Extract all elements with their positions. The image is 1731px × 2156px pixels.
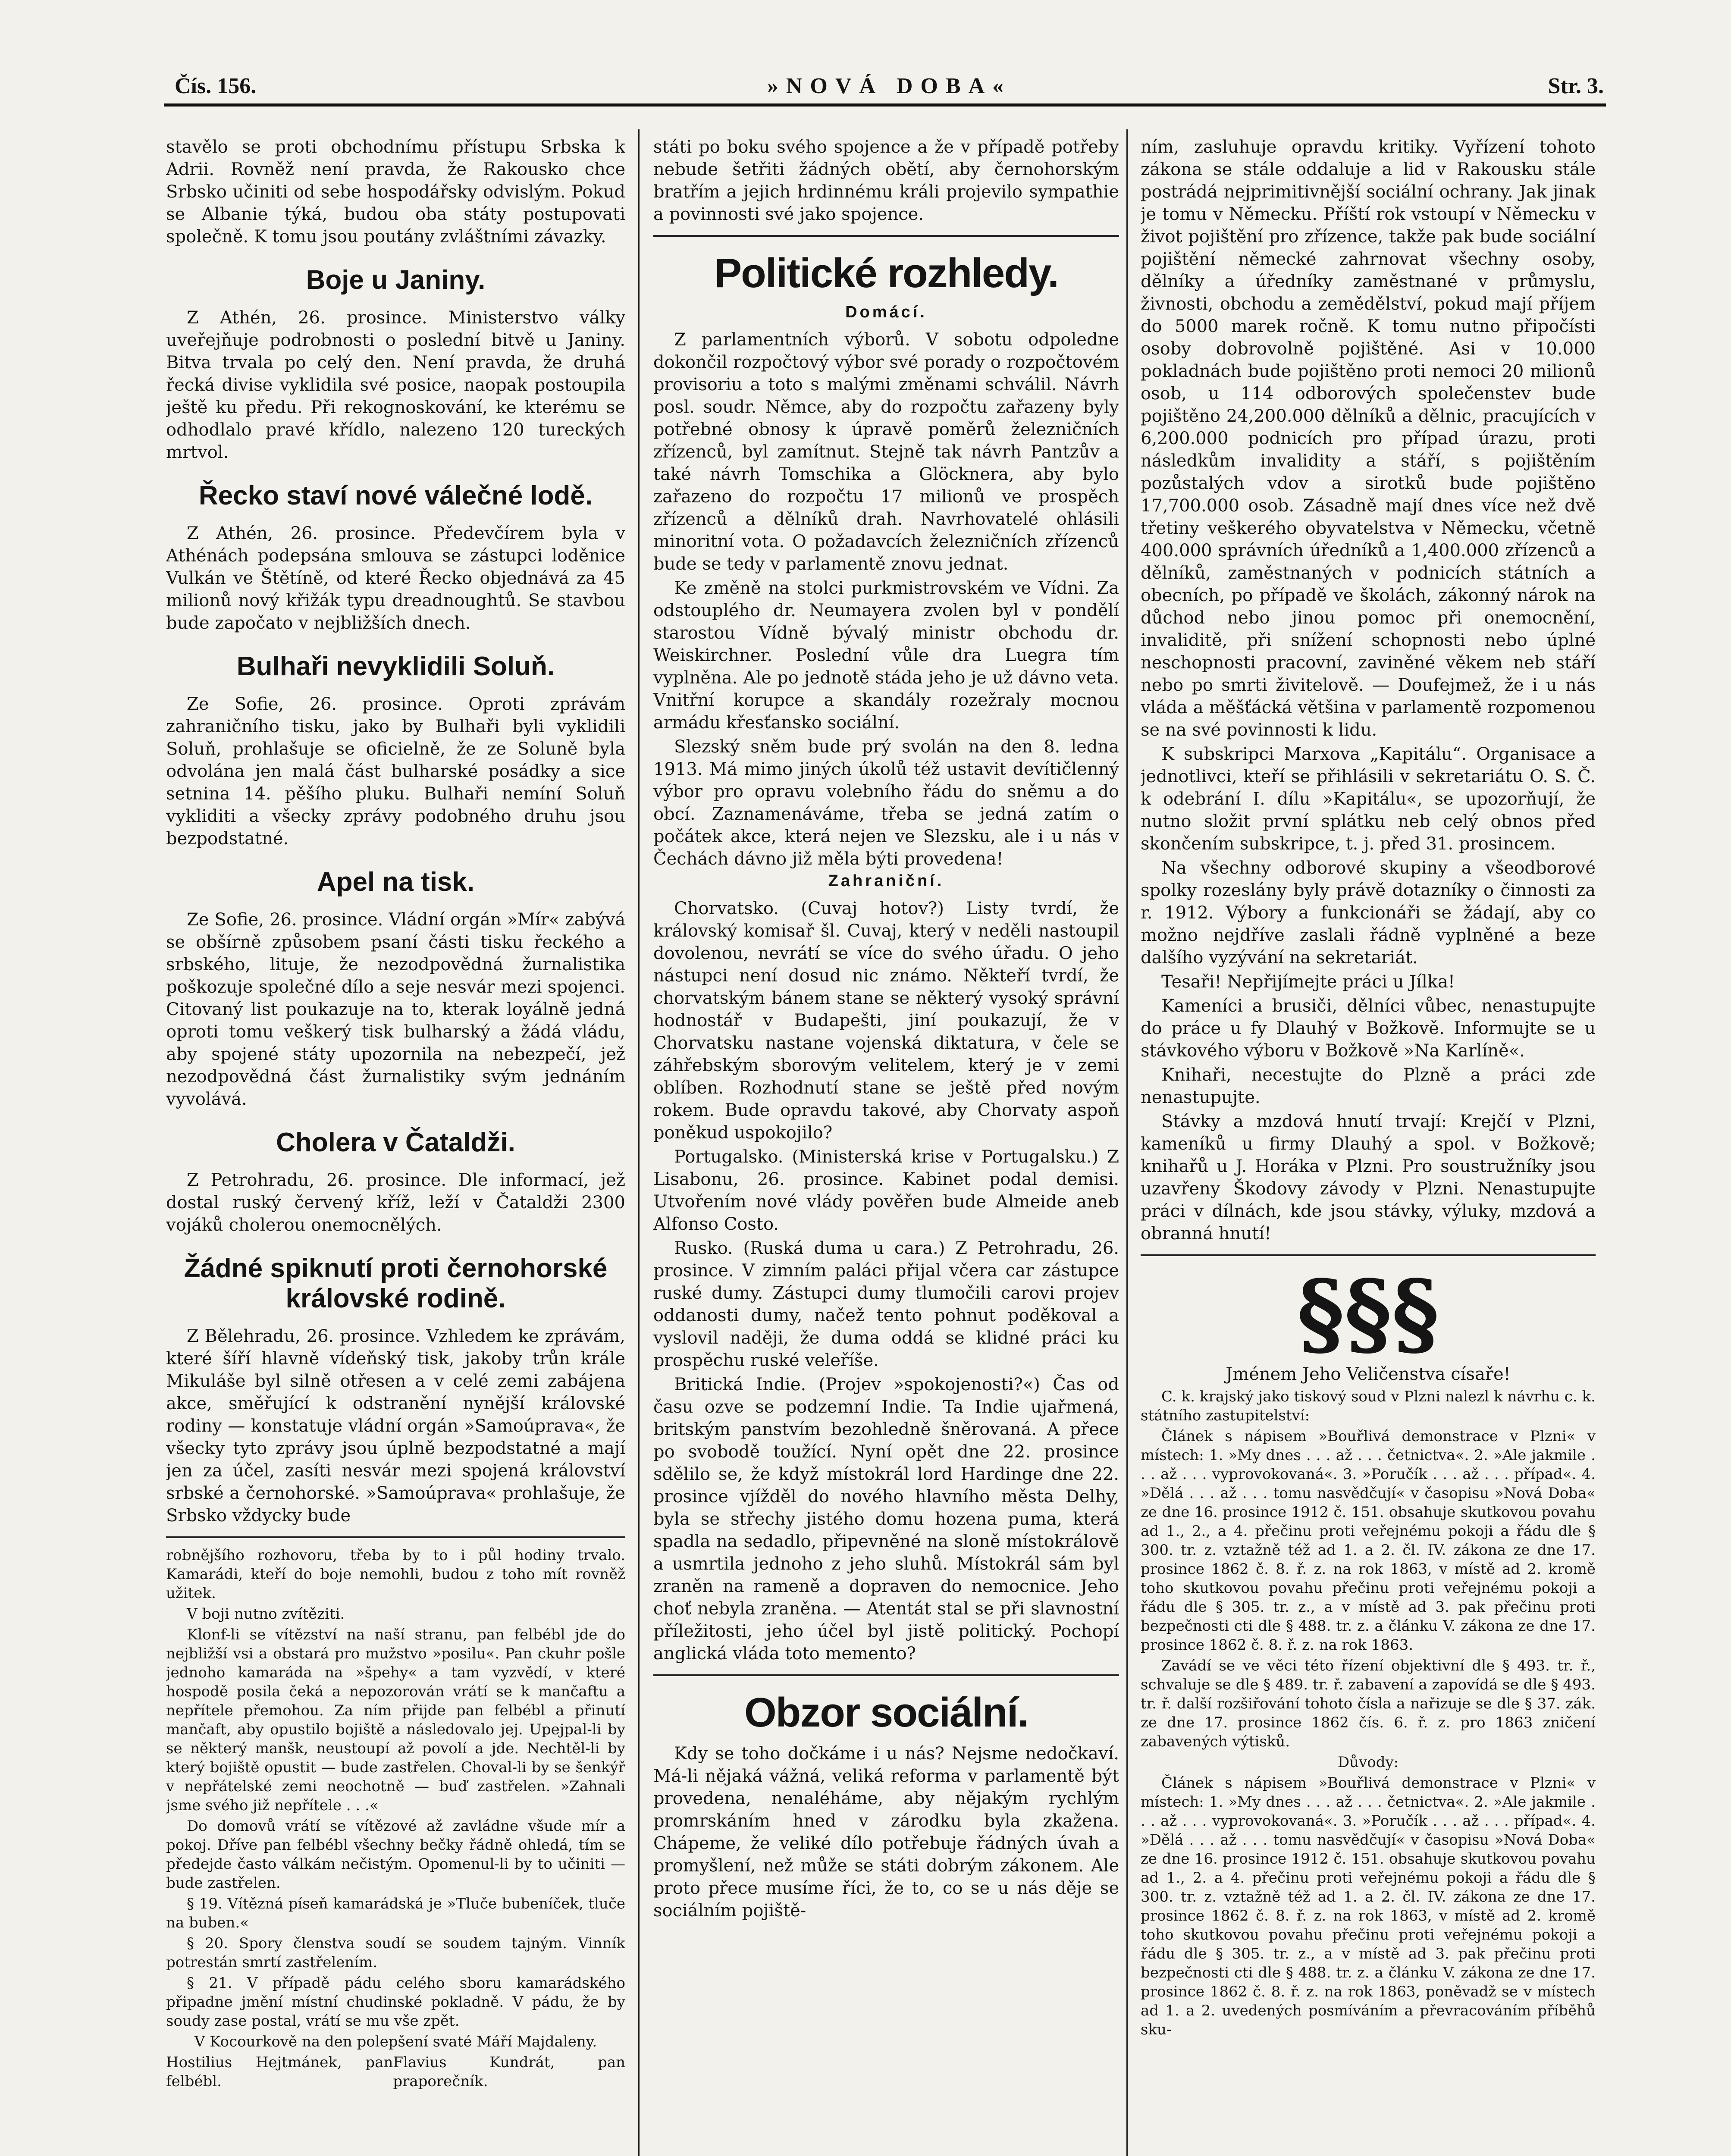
masthead-title: »NOVÁ DOBA« [767, 74, 1012, 98]
subsection-headline: Domácí. [845, 303, 927, 321]
article-text: státi po boku svého spojence a že v případě potřeby nebude šetřiti žádných obětí, aby černohorským bratřím a jejich hrdinnému králi projevilo sympathie a povinnosti své jako spojence. [653, 137, 1119, 224]
article-headline: Řecko staví nové válečné lodě. [198, 481, 593, 511]
feuilleton-text: robnějšího rozhovoru, třeba by to i půl hodiny trvalo. Kamarádi, kteří do boje nemohli, budou z toho mít rovněž užitek. [166, 1547, 625, 1602]
signature-left: Hostilius Hejtmánek, pan felbébl. [166, 2054, 393, 2090]
article-text: Z Athén, 26. prosince. Předevčírem byla v Athénách podepsána smlouva se zástupci loděnice Vulkán ve Štětíně, od které Řecko objednává za 45 milionů nový křižák typu dreadnoughtů. Se stavbou bude započato v nejbližších dnech. [166, 523, 625, 633]
article-text: Kameníci a brusiči, dělníci vůbec, nenastupujte do práce u fy Dlauhý v Božkově. Informujte se u stávkového výboru v Božkově »Na Karlíně«. [1141, 996, 1596, 1061]
article-text: Ze Sofie, 26. prosince. Oproti zprávám zahraničního tisku, jako by Bulhaři byli vyklidili Soluň, prohlašuje se oficielně, že ze Soluně byla odvolána jen malá část bulharské posádky a sice setnina 14. pěšího pluku. Bulhaři nemíní Soluň vykliditi a všecky zprávy podobného druhu jsou bezpodstatné. [166, 694, 625, 849]
section-headline: Obzor sociální. [744, 1689, 1029, 1736]
article-text: Kdy se toho dočkáme i u nás? Nejsme nedočkaví. Má-li nějaká vážná, veliká reforma v parlamentě být provedena, nenaléháme, aby nějakým rychlým promrskáním hned v zárodku byla zkažena. Chápeme, že veliké dílo potřebuje řádných úvah a promyšlení, než může se státi dobrým zákonem. Ale proto přece musíme říci, že to, co se u nás děje se sociálním pojiště- [653, 1744, 1119, 1921]
column-2 [653, 136, 1119, 2156]
court-text: C. k. krajský jako tiskový soud v Plzni nalezl k návrhu c. k. státního zastupitelství: [1141, 1388, 1596, 1424]
article-text: K subskripci Marxova „Kapitálu“. Organisace a jednotlivci, kteří se přihlásili v sekretariátu O. S. Č. k odebrání I. dílu »Kapitálu«, se upozorňují, že nutno složit první splátku neb celý obnos před skončením subskripce, t. j. před 31. prosincem. [1141, 744, 1596, 854]
article-text: Chorvatsko. (Cuvaj hotov?) Listy tvrdí, že královský komisař šl. Cuvaj, který v neděli nastoupil dovolenou, nevrátí se více do svého úřadu. O jeho nástupci není dosud nic známo. Někteří tvrdí, že chorvatským bánem stane se některý vysoký správní hodnostář v Budapešti, jiní poukazují, že v Chorvatsku nastane vojenská diktatura, v čele se záhřebským sborovým velitelem, který je v zemi oblíben. Rozhodnutí stane se ještě před novým rokem. Bude opravdu takové, aby Chorvaty aspoň poněkud uspokojilo? [653, 899, 1119, 1143]
signatures [166, 2053, 625, 2091]
feuilleton [166, 1546, 625, 2091]
article-text: Britická Indie. (Projev »spokojenosti?«) Čas od času ozve se podzemní Indie. Ta Indie ujařmená, britským panstvím bezohledně šněrovaná. A přece po svobodě toužící. Nyní opět dne 22. prosince sdělilo se, že když místokrál lord Hardinge dne 22. prosince vjížděl do nového hlavního města Delhy, byla se střechy jistého domu hozena puma, která spadla na sedadlo, připevněné na sloně místokrálově a usmrtila jednoho z jeho sluhů. Místokrál sám byl zraněn na rameně a dopraven do nemocnice. Jeho choť nebyla zraněna. — Atentát stal se při slavnostní příležitosti, jeho účel byl jistě politický. Pochopí anglická vláda toto memento? [653, 1375, 1119, 1664]
section-headline: Politické rozhledy. [714, 250, 1058, 296]
article-headline: Žádné spiknutí proti černohorské královské rodině. [184, 1253, 608, 1313]
subsection-headline: Zahraniční. [828, 872, 944, 890]
article-text: Ze Sofie, 26. prosince. Vládní orgán »Mír« zabývá se obšírně způsobem psaní části tisku řeckého a srbského, lituje, že nezodpovědná žurnalistika poškozuje společné dílo a seje nesvár mezi spojenci. Citovaný list poukazuje na to, kterak loyálně jedná oproti tomu veškerý tisk bulharský a žádá vládu, aby spojené státy upozornila na nebezpečí, jež nezodpovědná část žurnalistiky svým jednáním vyvolává. [166, 910, 625, 1109]
article-text: Z Petrohradu, 26. prosince. Dle informací, jež dostal ruský červený kříž, leží v Čataldži 2300 vojáků cholerou onemocnělých. [166, 1170, 625, 1235]
article-text: Tesaři! Nepřijímejte práci u Jílka! [1161, 972, 1455, 992]
paragraph-sign-glyph: §§§ [1297, 1260, 1439, 1366]
court-text: Zavádí se ve věci této řízení objektivní dle § 493. tr. ř., schvaluje se dle § 489. tr. ř. zabavení a zapovídá se dle § 493. tr. ř. další rozšiřování tohoto čísla a nařizuje se dle § 37. zák. ze dne 17. prosince 1862 čís. 6. ř. z. pro 1863 zničení zabavených výtisků. [1141, 1657, 1596, 1750]
article-headline: Bulhaři nevyklidili Soluň. [236, 652, 555, 681]
court-text: Článek s nápisem »Bouřlivá demonstrace v Plzni« v místech: 1. »My dnes . . . až . . . četnictva«. 2. »Ale jakmile . . . až . . . vyprovokovaná«. 3. »Poručík . . . až . . . případ«. 4. »Dělá . . . až . . . tomu nasvědčují« v časopisu »Nová Doba« ze dne 16. prosince 1912 č. 151. obsahuje skutkovou povahu ad 1., 2., a 4. přečinu proti veřejnému pokoji a řádu dle § 300. tr. z. vztažně též ad 1. a 2. čl. IV. zákona ze dne 17. prosince 1862 č. 8. ř. z. na rok 1863, v místě ad 2. kromě toho skutkovou povahu přečinu proti veřejnému pokoji a řádu dle § 305. tr. z., a v místě ad 3. pak přečinu proti bezpečnosti cti dle § 488. tr. z. a článku V. zákona ze dne 17. prosince 1862 č. 8. ř. z. na rok 1863. [1141, 1428, 1596, 1654]
article-text: Z Athén, 26. prosince. Ministerstvo války uveřejňuje podrobnosti o poslední bitvě u Janiny. Bitva trvala po celý den. Není pravda, že druhá řecká divise vyklidila své posice, naopak postoupila ještě ku předu. Při rekognoskování, ke kterému se odhodlalo pravé křídlo, nalezeno 120 tureckých mrtvol. [166, 308, 625, 462]
page-number: Str. 3. [1548, 74, 1604, 98]
section-rule [653, 235, 1119, 237]
column-1 [166, 136, 625, 2156]
article-headline: Cholera v Čataldži. [276, 1128, 515, 1157]
article-headline: Apel na tisk. [317, 867, 475, 897]
article-text: Stávky a mzdová hnutí trvají: Krejčí v Plzni, kameníků u firmy Dlauhý a spol. v Božkově; knihařů u J. Horáka v Plzni. Pro soustružníky jsou uzavřeny Škodovy závody v Plzni. Nenastupujte práci v dílnách, kde jsou stávky, výluky, mzdová a obranná hnutí! [1141, 1112, 1596, 1244]
article-text: Portugalsko. (Ministerská krise v Portugalsku.) Z Lisabonu, 26. prosince. Kabinet podal demisi. Utvořením nové vlády pověřen bude Almeide aneb Alfonso Costo. [653, 1147, 1119, 1234]
court-text: Důvody: [1337, 1754, 1399, 1771]
article-text: Z parlamentních výborů. V sobotu odpoledne dokončil rozpočtový výbor své porady o rozpočtovém provisoriu a toto s malými změnami schválil. Návrh posl. soudr. Němce, aby do rozpočtu zařazeny byly potřebné obnosy k úpravě poměrů železničních zřízenců, byl zamítnut. Stejně tak návrh Pantzův a také návrh Tomschika a Glöcknera, aby bylo zařazeno do rozpočtu 17 milionů ve prospěch zřízenců a dělníků drah. Navrhovatelé ohlásili minoritní vota. O požadavcích železničních zřízenců bude se tedy v parlamentě znovu jednat. [653, 330, 1119, 574]
article-text: Ke změně na stolci purkmistrovském ve Vídni. Za odstouplého dr. Neumayera zvolen byl v pondělí starostou Vídně bývalý ministr obchodu dr. Weiskirchner. Poslední vůle dra Luegra tím vyplněna. Ale po jednotě stáda jeho je už dávno veta. Vnitřní korupce a skandály rozežraly mocnou armádu křesťansko sociální. [653, 578, 1119, 733]
article-headline: Boje u Janiny. [306, 265, 486, 295]
issue-number: Čís. 156. [175, 74, 257, 98]
signature-right: Flavius Kundrát, pan praporečník. [393, 2054, 625, 2090]
article-text: Na všechny odborové skupiny a všeodborové spolky rozeslány byly právě dotazníky o činnosti za r. 1912. Výbory a funkcionáři se žádají, aby co možno nejdříve zaslali řádně vyplněné a beze dalšího vyzývání na sekretariát. [1141, 858, 1596, 968]
column-divider [1126, 129, 1128, 2156]
page-header [175, 73, 1604, 108]
feuilleton-text: V Kocourkově na den polepšení svaté Máří Majdaleny. [194, 2033, 597, 2050]
feuilleton-text: Do domovů vrátí se vítězové až zavládne všude mír a pokoj. Dříve pan felbébl všechny bečky řádně ohledá, tím se předejde často válkám nečistým. Opomenul-li by to učiniti — bude zastřelen. [166, 1818, 625, 1892]
article-text: Knihaři, necestujte do Plzně a práci zde nenastupujte. [1141, 1065, 1596, 1107]
article-text: Rusko. (Ruská duma u cara.) Z Petrohradu, 26. prosince. V zimním paláci přijal včera car zástupce ruské dumy. Zástupci dumy tlumočili carovi projev oddanosti dumy, načež tento pohnut poděkoval a vyslovil naději, že duma oddá se klidné práci ku prospěchu ruské veleříše. [653, 1238, 1119, 1370]
feuilleton-text: § 19. Vítězná píseň kamarádská je »Tluče bubeníček, tluče na buben.« [166, 1895, 625, 1931]
feuilleton-rule [166, 1536, 625, 1538]
section-rule [653, 1674, 1119, 1676]
court-notice [1141, 1387, 1596, 2039]
column-divider [638, 129, 640, 2156]
article-text: Slezský sněm bude prý svolán na den 8. ledna 1913. Má mimo jiných úkolů též ustavit devítičlenný výbor pro opravu volebního řádu do sněmu a do obcí. Zaznamenáváme, třeba se jedná zatím o počátek akce, která nejen ve Slezsku, ale i u nás v Čechách dávno již měla býti provedena! [653, 737, 1119, 869]
court-heading: Jménem Jeho Veličenstva císaře! [1226, 1364, 1511, 1384]
header-rule [164, 103, 1606, 107]
section-rule [1141, 1254, 1596, 1256]
article-text: ním, zasluhuje opravdu kritiky. Vyřízení tohoto zákona se stále oddaluje a lid v Rakousku stále postrádá nejprimitivnější sociální ochrany. Jak jinak je tomu v Německu. Příští rok vstoupí v Německu v život pojištění pro zřízence, takže pak bude sociální pojištění německé zahrnovat všechny osoby, dělníky a úředníky zaměstnané v průmyslu, živnosti, obchodu a zemědělství, pokud mají příjem do 5000 marek ročně. K tomu nutno připočísti osoby dobrovolně pojištěné. Asi v 10.000 pokladnách bude pojištěno proti nemoci 20 milionů osob, u 114 odborových společenstev bude pojištěno 24,200.000 dělníků a dělnic, pracujících v 6,200.000 podnicích pro případ úrazu, proti následkům invalidity a stáří, s pojištěním pozůstalých vdov a sirotků bude pojištěno 17,700.000 osob. Zásadně mají dnes více než dvě třetiny veškerého obyvatelstva v Německu, včetně 400.000 správních úředníků a 1,400.000 zřízenců a dělníků, zaměstnaných v podnicích státních a obecních, po případě ve školách, zákonný nárok na důchod nebo jinou pomoc při onemocnění, invaliditě, při snížení schopnosti nebo úplné neschopnosti pracovní, zaviněné věkem neb stáří nebo po smrti živitelově. — Doufejmež, že i u nás vláda a měšťácká většina v parlamentě rozpomenou se na své povinnosti k lidu. [1141, 137, 1596, 740]
feuilleton-text: § 21. V případě pádu celého sboru kamarádského připadne jmění místní chudinské pokladně. V pádu, že by soudy zase postal, vrátí se mu vše zpět. [166, 1974, 625, 2030]
court-text: Článek s nápisem »Bouřlivá demonstrace v Plzni« v místech: 1. »My dnes . . . až . . . četnictva«. 2. »Ale jakmile . . . až . . . vyprovokovaná«. 3. »Poručík . . . až . . . případ«. 4. »Dělá . . . až . . . tomu nasvědčují« v časopisu »Nová Doba« ze dne 16. prosince 1912 č. 151. obsahuje skutkovou povahu ad 1., 2. a 4. přečinu proti veřejnému pokoji a řádu dle § 300. tr. z. vztažně též ad 1. a 2. čl. IV. zákona ze dne 17. prosince 1862 č. 8. ř. z. na rok 1863, v místě ad 2. kromě toho skutkovou povahu přečinu proti veřejnému pokoji a řádu dle § 305. tr. z., a v místě ad 3. pak přečinu proti bezpečnosti cti dle § 488. tr. z. a článku V. zákona ze dne 17. prosince 1862 č. 8. ř. z. na rok 1863, poněvadž se v místech ad 1. a 2. uvedených posmíváním a převracováním příběhů sku- [1141, 1774, 1596, 2038]
feuilleton-text: § 20. Spory členstva soudí se soudem tajným. Vinník potrestán smrtí zastřelením. [166, 1935, 625, 1971]
feuilleton-text: V boji nutno zvítěziti. [187, 1605, 345, 1623]
article-text: Z Bělehradu, 26. prosince. Vzhledem ke zprávám, které šíří hlavně vídeňský tisk, jakoby trůn krále Mikuláše byl silně otřesen a v celé zemi zabájena akce, směřující k odstranění nynější královské rodiny — konstatuje vládní orgán »Samoúprava«, že všecky tyto zprávy jsou úplně bezpodstatné a mají jen za účel, zasíti nesvár mezi spojená království srbské a černohorské. »Samoúprava« prohlašuje, že Srbsko vždycky bude [166, 1326, 625, 1526]
article-text: stavělo se proti obchodnímu přístupu Srbska k Adrii. Rovněž není pravda, že Rakousko chce Srbsko učiniti od sebe hospodářsky odvislým. Pokud se Albanie týká, budou oba státy postupovati společně. K tomu jsou poutány zvláštními závazky. [166, 137, 625, 247]
feuilleton-text: Klonf-li se vítězství na naší stranu, pan felbébl jde do nejbližší vsi a obstará pro mužstvo »posilu«. Pan ckuhr pošle jednoho kamaráda na »špehy« a tam vyzvědí, v které hospodě posila čeká a nepozorován vrátí se k mančaftu a nepřítele přemohou. Za ním přijde pan felbébl a přinutí mančaft, aby opustilo bojiště a následovalo jej. Upejpal-li by se některý manšk, neustoupí až povolí a jde. Nechtěl-li by který bojiště opustit — bude zastřelen. Choval-li by se šenkýř v nepřátelské zemi neochotně — buď zastřelen. »Zahnali jsme svého již nepřítele . . .« [166, 1626, 625, 1814]
column-3 [1141, 136, 1596, 2156]
